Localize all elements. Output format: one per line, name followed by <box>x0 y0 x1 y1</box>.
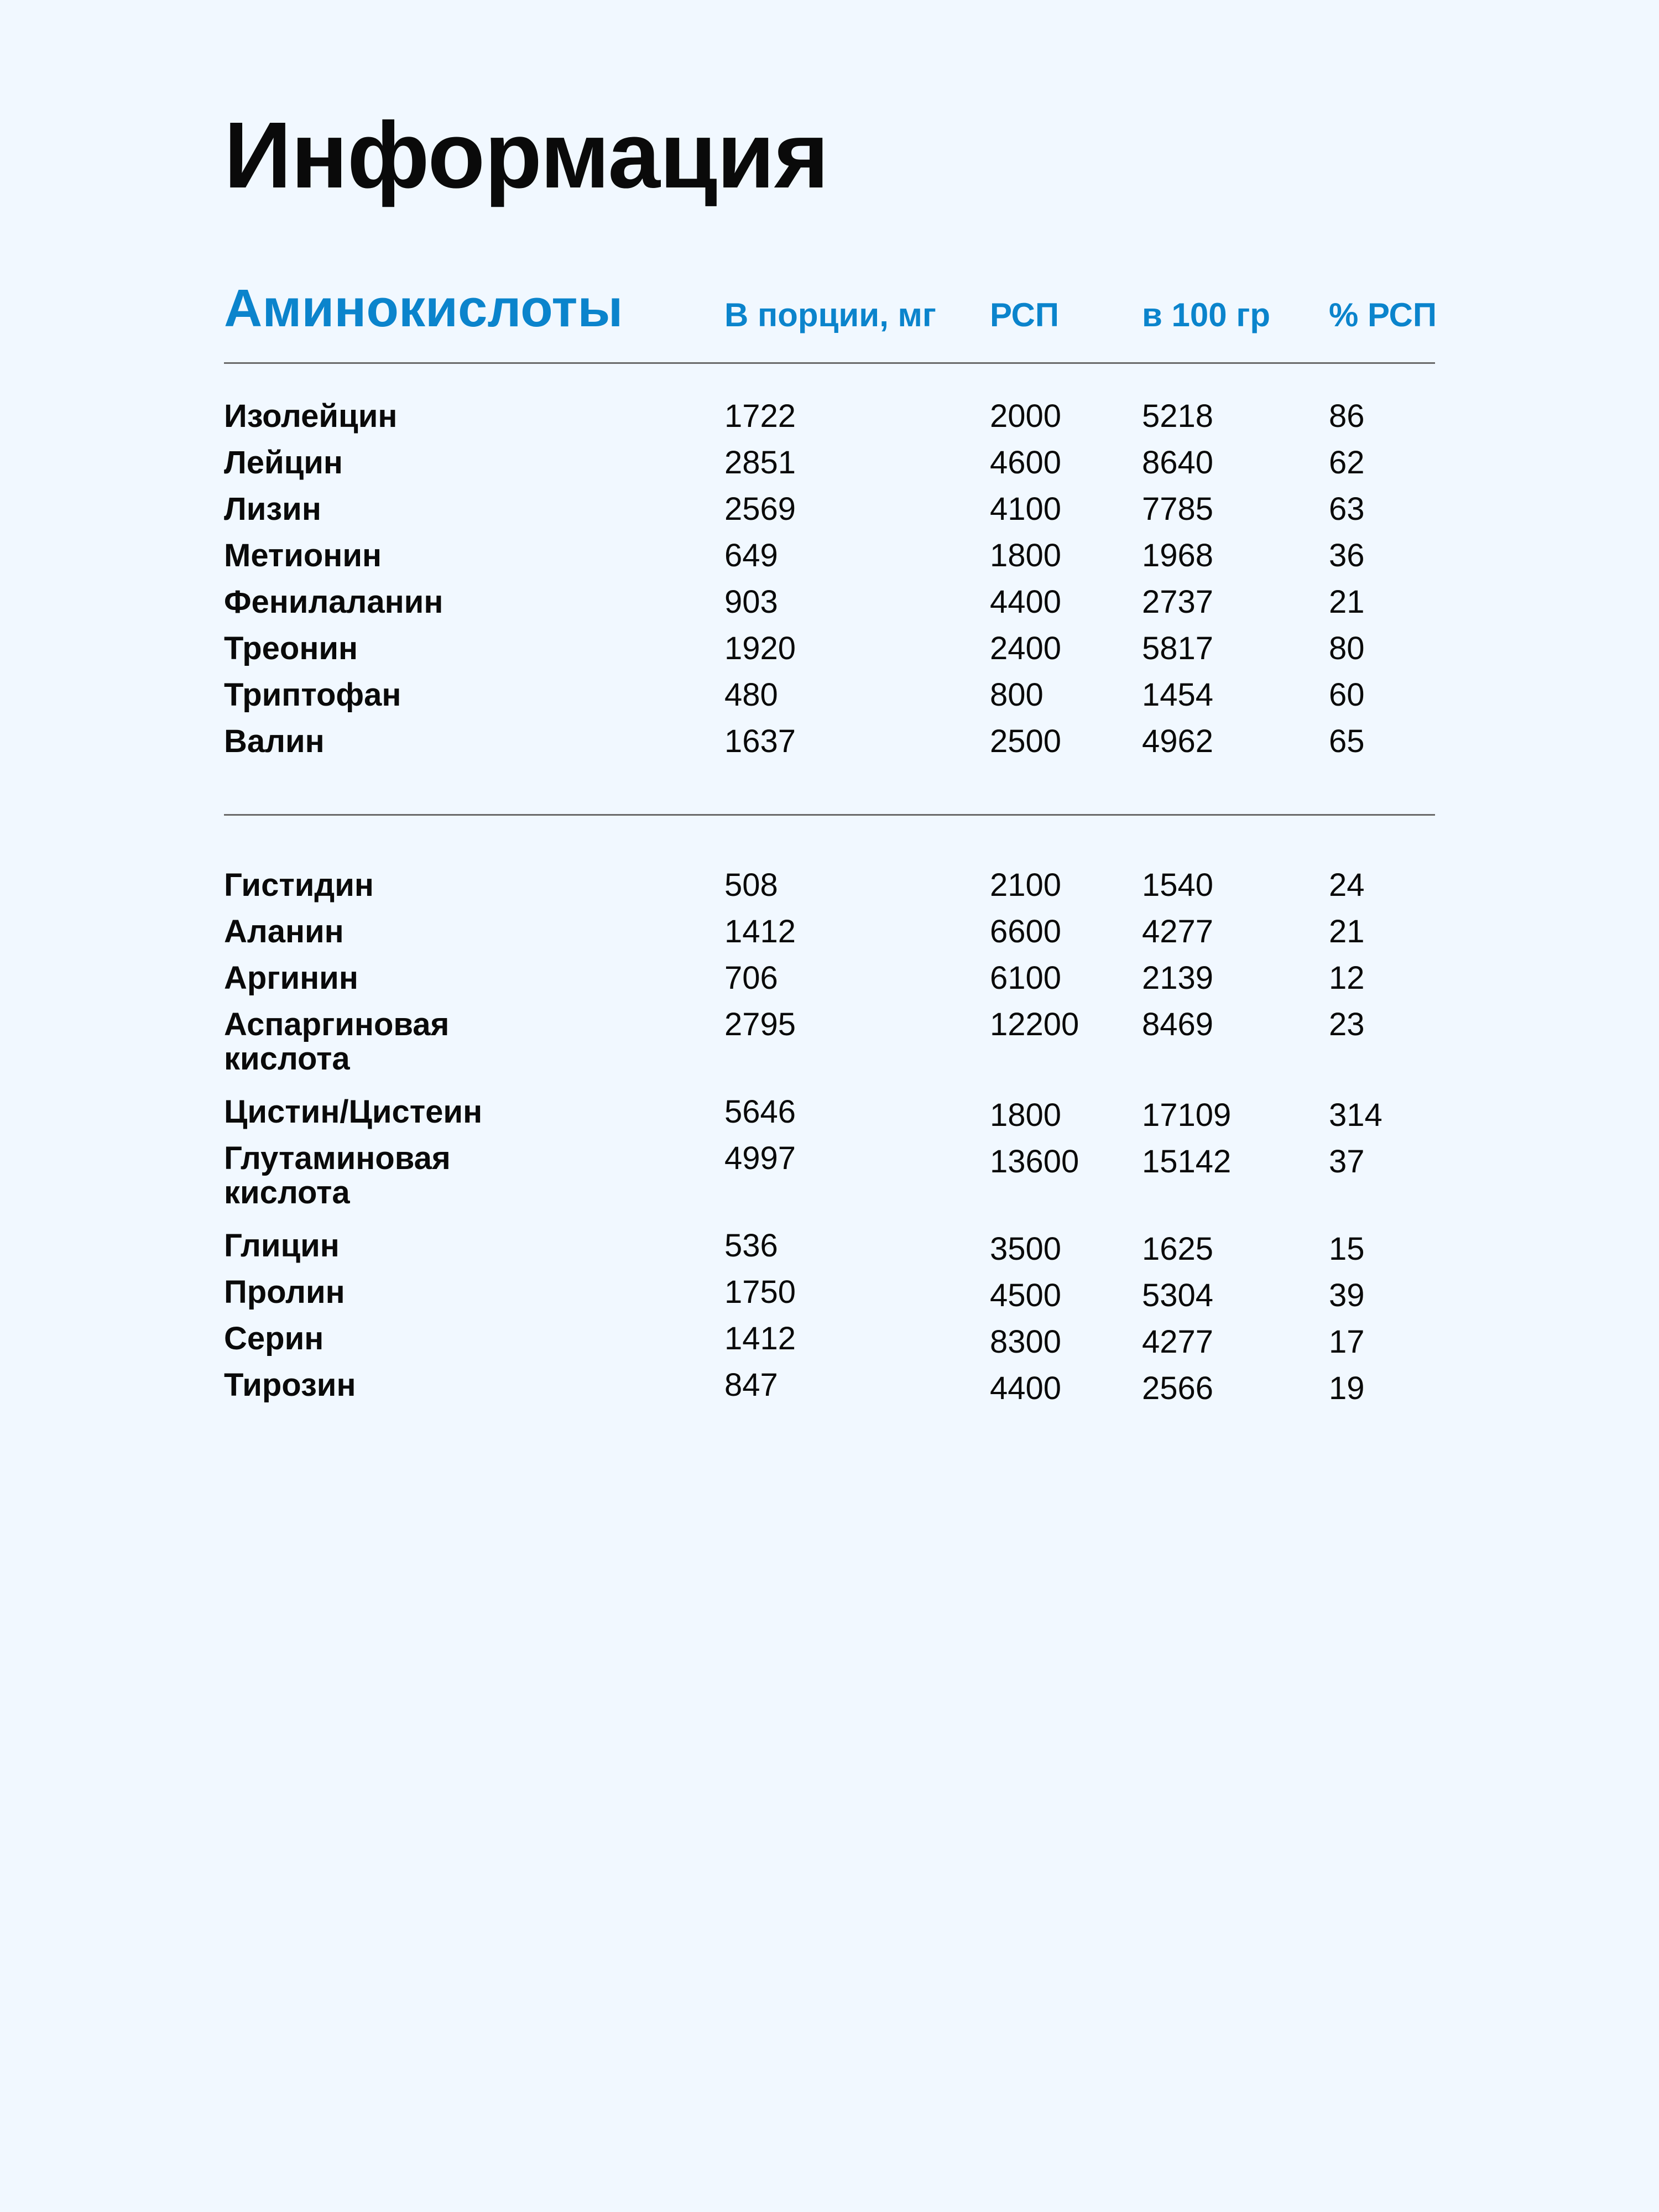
pct-value: 63 <box>1329 491 1365 527</box>
per100-value: 4277 <box>1142 1324 1214 1360</box>
pct-value: 15 <box>1329 1231 1365 1267</box>
per100-value: 2737 <box>1142 584 1214 620</box>
per100-value: 8469 <box>1142 1006 1214 1042</box>
pct-value: 12 <box>1329 960 1365 996</box>
serving-value: 1412 <box>724 1321 796 1357</box>
per100-value: 17109 <box>1142 1097 1232 1133</box>
column-header-pct: % РСП <box>1329 296 1437 333</box>
pct-value: 21 <box>1329 584 1365 620</box>
column-header-serving: В порции, мг <box>724 296 936 333</box>
amino-acid-name: Треонин <box>224 630 358 666</box>
rsp-value: 6600 <box>990 914 1062 950</box>
rsp-value: 4400 <box>990 584 1062 620</box>
amino-acid-name: Цистин/Цистеин <box>224 1094 483 1130</box>
pct-value: 60 <box>1329 677 1365 713</box>
amino-acid-name: Фенилаланин <box>224 584 444 620</box>
per100-value: 4962 <box>1142 723 1214 759</box>
serving-value: 508 <box>724 867 778 903</box>
pct-value: 86 <box>1329 398 1365 434</box>
amino-acid-name: Триптофан <box>224 677 401 713</box>
serving-value: 536 <box>724 1228 778 1264</box>
serving-value: 4997 <box>724 1140 796 1176</box>
amino-acid-name: Серин <box>224 1321 324 1357</box>
rsp-value: 2100 <box>990 867 1062 903</box>
pct-value: 23 <box>1329 1006 1365 1042</box>
serving-value: 1412 <box>724 914 796 950</box>
section-title: Аминокислоты <box>224 279 623 338</box>
per100-value: 5817 <box>1142 630 1214 666</box>
page-title: Информация <box>224 103 829 208</box>
serving-value: 903 <box>724 584 778 620</box>
pct-value: 314 <box>1329 1097 1383 1133</box>
rsp-value: 6100 <box>990 960 1062 996</box>
serving-value: 847 <box>724 1367 778 1403</box>
pct-value: 80 <box>1329 630 1365 666</box>
serving-value: 1722 <box>724 398 796 434</box>
per100-value: 2139 <box>1142 960 1214 996</box>
rsp-value: 2000 <box>990 398 1062 434</box>
serving-value: 5646 <box>724 1094 796 1130</box>
rsp-value: 13600 <box>990 1144 1079 1180</box>
serving-value: 480 <box>724 677 778 713</box>
pct-value: 62 <box>1329 445 1365 481</box>
amino-acid-name: Метионин <box>224 538 382 573</box>
serving-value: 706 <box>724 960 778 996</box>
pct-value: 36 <box>1329 538 1365 573</box>
per100-value: 5218 <box>1142 398 1214 434</box>
per100-value: 1540 <box>1142 867 1214 903</box>
pct-value: 21 <box>1329 914 1365 950</box>
header-divider <box>224 362 1435 364</box>
serving-value: 2851 <box>724 445 796 481</box>
amino-acid-name: Лейцин <box>224 445 343 481</box>
pct-value: 17 <box>1329 1324 1365 1360</box>
pct-value: 39 <box>1329 1277 1365 1313</box>
per100-value: 8640 <box>1142 445 1214 481</box>
rsp-value: 4100 <box>990 491 1062 527</box>
amino-acid-name: Аргинин <box>224 960 358 996</box>
amino-acid-name: Глицин <box>224 1228 340 1264</box>
rsp-value: 8300 <box>990 1324 1062 1360</box>
rsp-value: 3500 <box>990 1231 1062 1267</box>
column-header-rsp: РСП <box>990 296 1059 333</box>
rsp-value: 2500 <box>990 723 1062 759</box>
amino-acid-name: Аланин <box>224 914 344 950</box>
rsp-value: 1800 <box>990 1097 1062 1133</box>
pct-value: 65 <box>1329 723 1365 759</box>
per100-value: 4277 <box>1142 914 1214 950</box>
serving-value: 1750 <box>724 1274 796 1310</box>
serving-value: 649 <box>724 538 778 573</box>
rsp-value: 800 <box>990 677 1044 713</box>
amino-acid-name: Тирозин <box>224 1367 356 1403</box>
amino-acid-name: Валин <box>224 723 325 759</box>
rsp-value: 12200 <box>990 1006 1079 1042</box>
amino-acid-name: Изолейцин <box>224 398 398 434</box>
pct-value: 37 <box>1329 1144 1365 1180</box>
group-divider <box>224 814 1435 816</box>
rsp-value: 1800 <box>990 538 1062 573</box>
serving-value: 2569 <box>724 491 796 527</box>
column-header-per100: в 100 гр <box>1142 296 1270 333</box>
serving-value: 1637 <box>724 723 796 759</box>
amino-acid-name: Пролин <box>224 1274 345 1310</box>
amino-acid-name: Гистидин <box>224 867 374 903</box>
rsp-value: 4400 <box>990 1370 1062 1406</box>
amino-acid-name: Лизин <box>224 491 321 527</box>
table-header <box>224 276 1435 343</box>
per100-value: 2566 <box>1142 1370 1214 1406</box>
per100-value: 15142 <box>1142 1144 1232 1180</box>
pct-value: 24 <box>1329 867 1365 903</box>
serving-value: 1920 <box>724 630 796 666</box>
per100-value: 1625 <box>1142 1231 1214 1267</box>
rsp-value: 2400 <box>990 630 1062 666</box>
pct-value: 19 <box>1329 1370 1365 1406</box>
amino-acid-name: Глутаминовая кислота <box>224 1140 451 1211</box>
rsp-value: 4500 <box>990 1277 1062 1313</box>
amino-acid-name: Аспаргиновая кислота <box>224 1006 450 1077</box>
per100-value: 7785 <box>1142 491 1214 527</box>
rsp-value: 4600 <box>990 445 1062 481</box>
serving-value: 2795 <box>724 1006 796 1042</box>
per100-value: 1968 <box>1142 538 1214 573</box>
per100-value: 1454 <box>1142 677 1214 713</box>
per100-value: 5304 <box>1142 1277 1214 1313</box>
